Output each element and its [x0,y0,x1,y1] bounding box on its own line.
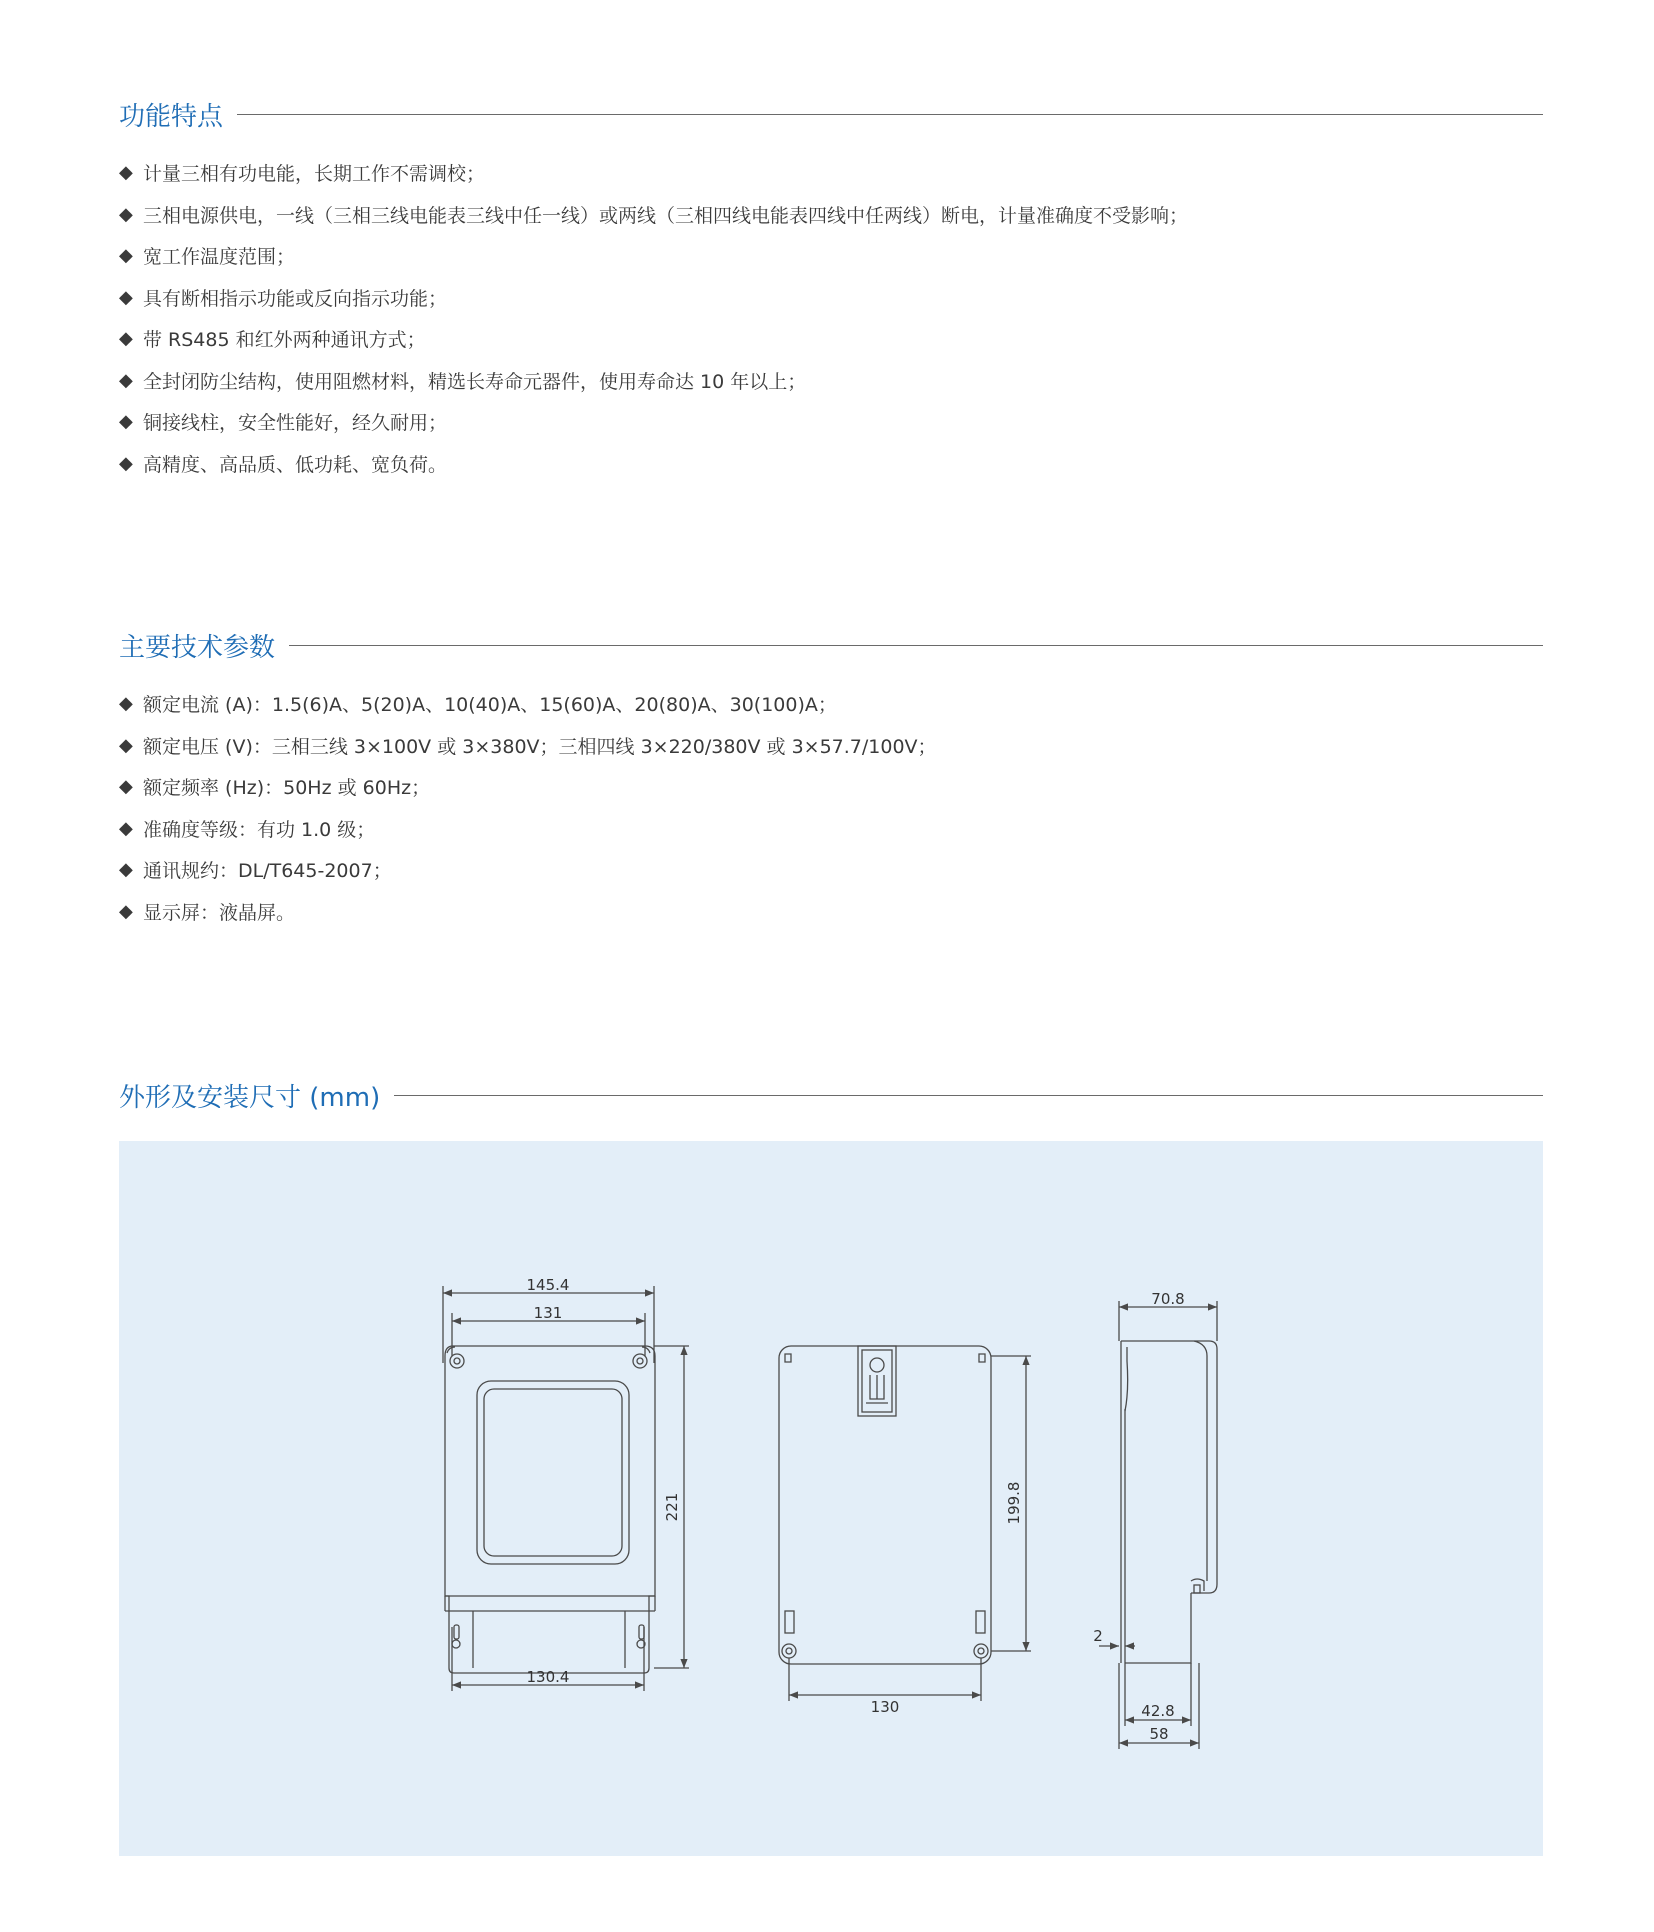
front-view [443,1286,689,1691]
side-view [1099,1301,1217,1749]
feature-text: 宽工作温度范围； [143,246,296,269]
bullet-icon: ◆ [119,776,133,798]
spec-text: 额定频率 (Hz)：50Hz 或 60Hz； [143,777,431,800]
list-item [119,194,1543,236]
feature-text: 具有断相指示功能或反向指示功能； [143,287,448,310]
specs-header [119,625,1543,665]
features-title: 功能特点 [119,101,224,132]
specs-list [119,683,1543,932]
dim-side-depth-bottom: 58 [1149,1725,1169,1743]
features-header [119,94,1543,134]
bullet-icon: ◆ [119,817,133,839]
dim-back-height: 199.8 [1005,1481,1023,1525]
feature-text: 带 RS485 和红外两种通讯方式； [143,329,426,352]
specs-section [119,625,1543,932]
dimensions-header [119,1075,1543,1115]
list-item [119,401,1543,443]
dimensions-title: 外形及安装尺寸 (mm) [119,1082,381,1113]
dim-side-depth-top: 70.8 [1151,1290,1185,1308]
list-item [119,318,1543,360]
bullet-icon: ◆ [119,900,133,922]
dim-front-width-top: 131 [533,1304,563,1322]
list-item [119,152,1543,194]
spec-text: 额定电流 (A)：1.5(6)A、5(20)A、10(40)A、15(60)A、20(80)A、30(100)A； [143,694,837,717]
dim-front-width-bottom: 130.4 [526,1668,570,1686]
list-item [119,808,1543,850]
bullet-icon: ◆ [119,245,133,267]
list-item [119,277,1543,319]
feature-text: 铜接线柱，安全性能好，经久耐用； [143,412,448,435]
feature-text: 计量三相有功电能，长期工作不需调校； [143,163,486,186]
bullet-icon: ◆ [119,693,133,715]
bullet-icon: ◆ [119,734,133,756]
specs-divider [289,645,1543,646]
spec-text: 显示屏：液晶屏。 [143,901,296,924]
bullet-icon: ◆ [119,328,133,350]
bullet-icon: ◆ [119,369,133,391]
spec-text: 准确度等级：有功 1.0 级； [143,818,376,841]
list-item [119,849,1543,891]
list-item [119,891,1543,933]
features-divider [237,114,1543,115]
specs-title: 主要技术参数 [119,632,276,663]
spec-text: 额定电压 (V)：三相三线 3×100V 或 3×380V；三相四线 3×220/380V 或 3×57.7/100V； [143,735,937,758]
feature-text: 全封闭防尘结构，使用阻燃材料，精选长寿命元器件，使用寿命达 10 年以上； [143,370,807,393]
bullet-icon: ◆ [119,162,133,184]
bullet-icon: ◆ [119,859,133,881]
dimensions-divider [394,1095,1543,1096]
dim-front-width-overall: 145.4 [526,1276,570,1294]
features-list [119,152,1543,484]
list-item [119,725,1543,767]
bullet-icon: ◆ [119,411,133,433]
dim-side-depth-mid: 42.8 [1141,1702,1175,1720]
dim-front-height: 221 [663,1492,681,1522]
list-item [119,360,1543,402]
back-view [779,1346,1031,1701]
feature-text: 高精度、高品质、低功耗、宽负荷。 [143,453,448,476]
dim-back-width: 130 [870,1698,900,1716]
bullet-icon: ◆ [119,286,133,308]
feature-text: 三相电源供电，一线（三相三线电能表三线中任一线）或两线（三相四线电能表四线中任两线）断电，计量准确度不受影响； [143,204,1189,227]
list-item [119,443,1543,485]
list-item [119,766,1543,808]
spec-text: 通讯规约：DL/T645-2007； [143,860,392,883]
list-item [119,235,1543,277]
bullet-icon: ◆ [119,203,133,225]
dimension-drawing-panel [119,1141,1543,1856]
list-item [119,683,1543,725]
dimension-drawing [119,1141,1543,1856]
dimensions-section [119,1075,1543,1115]
dim-side-offset: 2 [1093,1627,1103,1645]
bullet-icon: ◆ [119,452,133,474]
features-section [119,94,1543,484]
